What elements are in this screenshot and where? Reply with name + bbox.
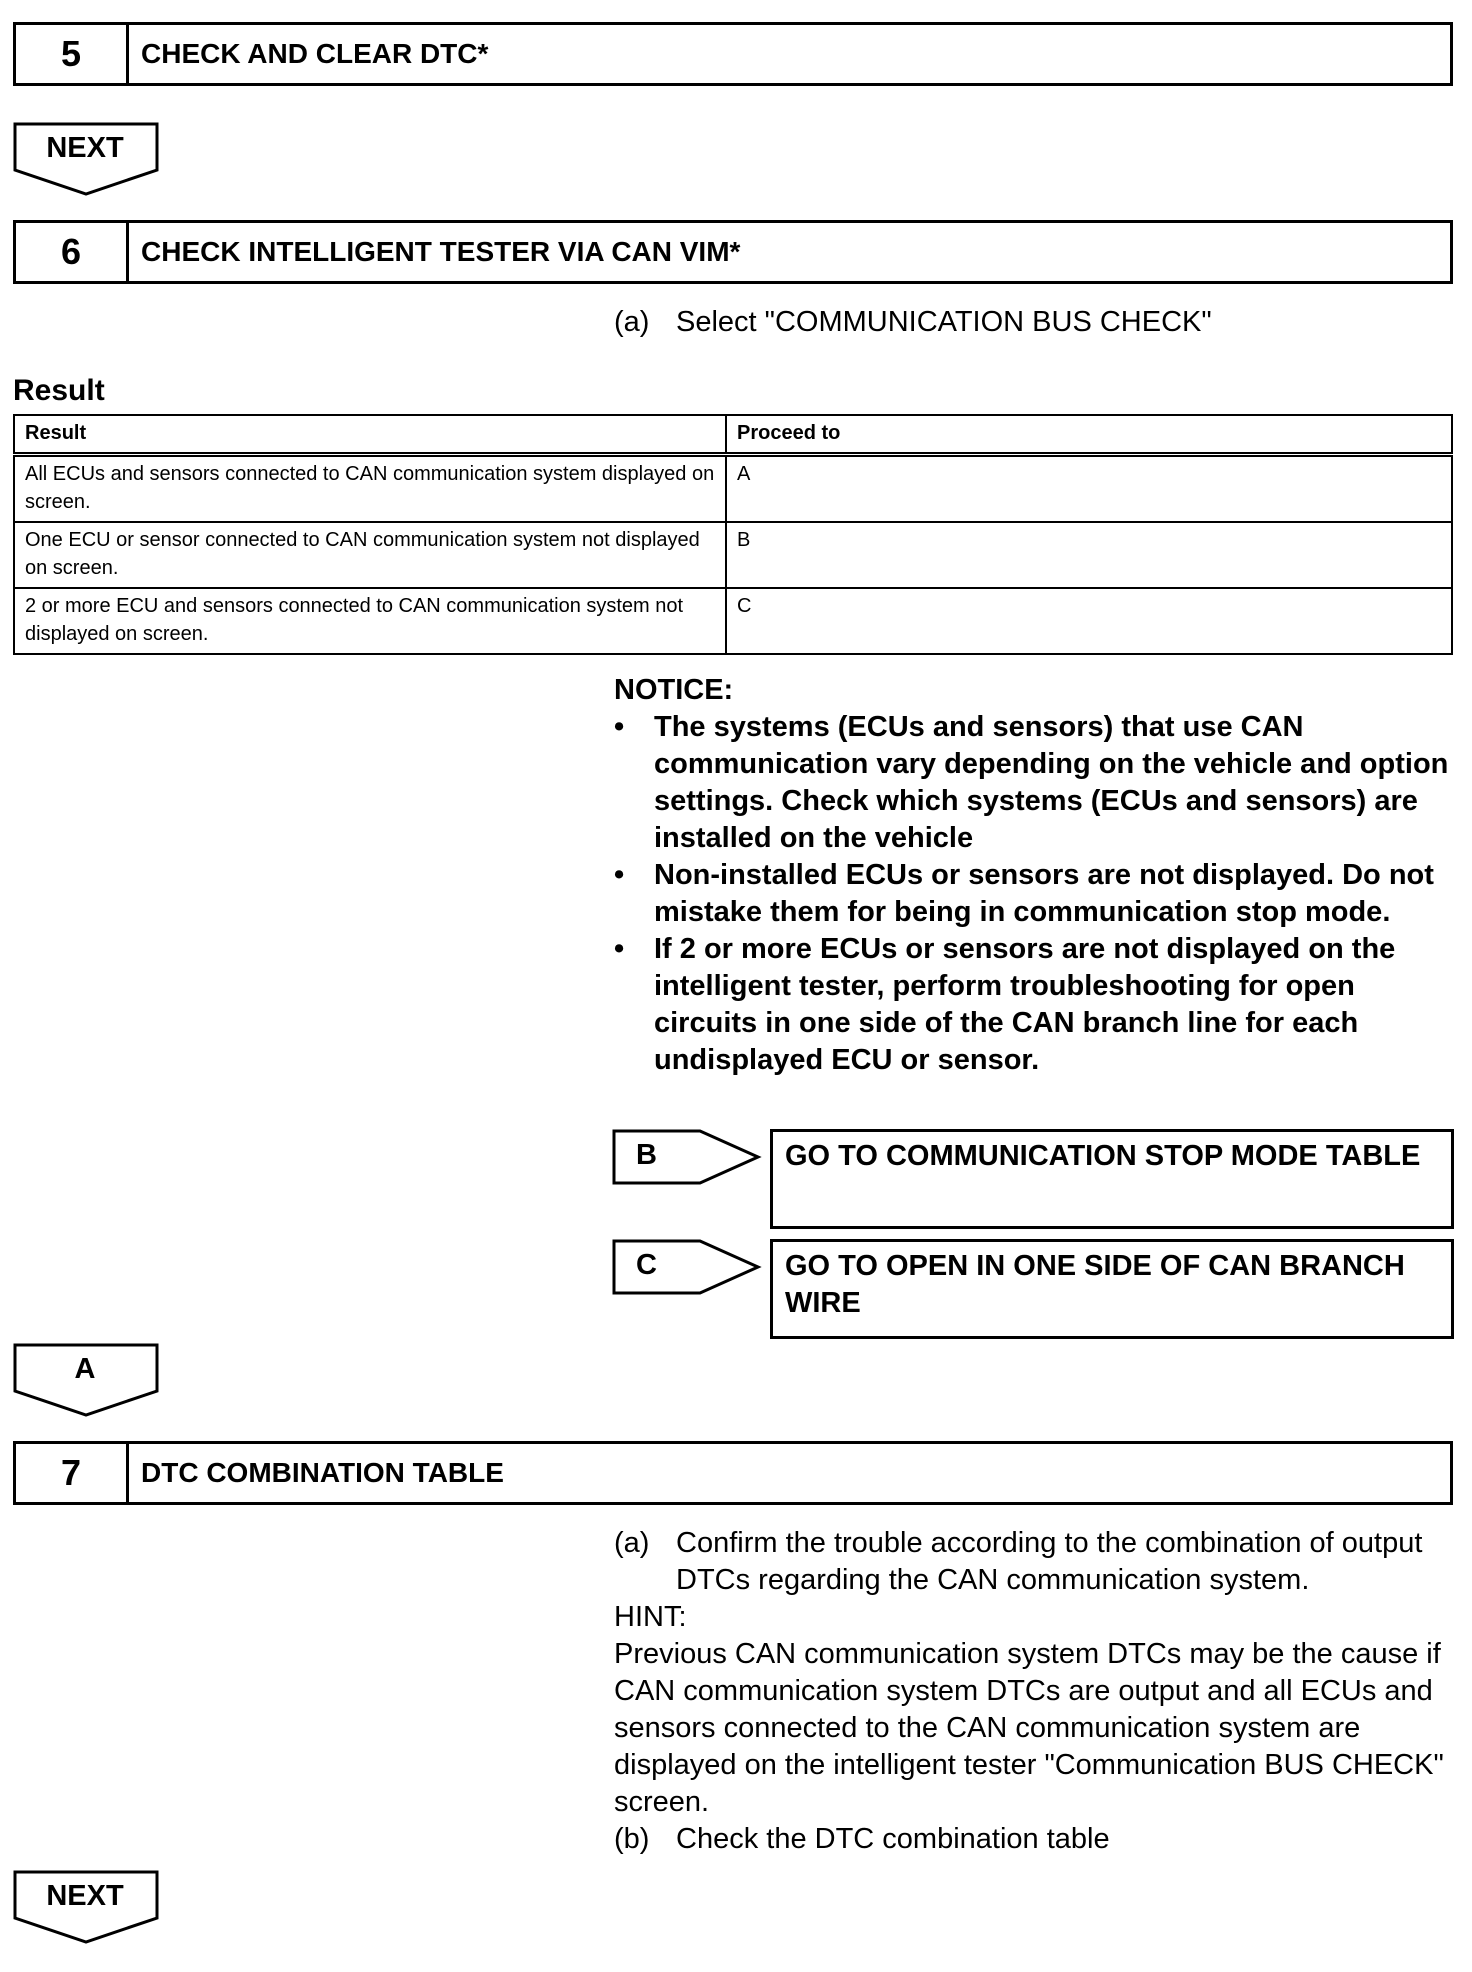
table-row: [14, 588, 1452, 654]
table-row: [14, 455, 1452, 523]
step-6-instruction: [614, 304, 1472, 341]
branch-label: A: [74, 1353, 96, 1385]
result-cell: All ECUs and sensors connected to CAN communication system displayed on screen.: [14, 455, 726, 523]
item-mark: (b): [614, 1823, 650, 1855]
item-text: Check the DTC combination table: [676, 1823, 1110, 1855]
right-arrow-tag-icon: [612, 1129, 762, 1189]
branch-label: C: [636, 1249, 657, 1281]
goto-box-communication-stop[interactable]: [770, 1129, 1454, 1229]
step-number: 5: [16, 25, 129, 83]
notice-text: Non-installed ECUs or sensors are not displayed. Do not mistake them for being in communication stop mode.: [654, 859, 1434, 928]
bullet-icon: •: [614, 711, 625, 743]
branch-a-button[interactable]: [13, 1343, 161, 1419]
step-title: CHECK INTELLIGENT TESTER VIA CAN VIM*: [141, 236, 741, 267]
notice-text: If 2 or more ECUs or sensors are not displayed on the intelligent tester, perform troubleshooting for open circuits in one side of the CAN branch line for each undisplayed ECU or sensor.: [654, 933, 1396, 1076]
next-button[interactable]: [13, 1870, 161, 1946]
branch-c-button[interactable]: [612, 1239, 762, 1299]
notice-list: [614, 709, 1454, 1079]
notice-block: [614, 672, 1454, 1079]
right-arrow-tag-icon: [612, 1239, 762, 1299]
result-cell: One ECU or sensor connected to CAN communication system not displayed on screen.: [14, 522, 726, 588]
table-row: [14, 522, 1452, 588]
step-7-item-a: [614, 1525, 1454, 1599]
notice-heading: NOTICE:: [614, 674, 734, 706]
next-button[interactable]: [13, 122, 161, 198]
notice-text: The systems (ECUs and sensors) that use CAN communication vary depending on the vehicle and option settings. Check which systems (ECUs and sensors) are installed on the vehicle: [654, 711, 1449, 854]
step-5-header: [13, 22, 1453, 86]
step-7-header: [13, 1441, 1453, 1505]
step-number: 6: [16, 223, 129, 281]
step-number: 7: [16, 1444, 129, 1502]
step-title: DTC COMBINATION TABLE: [141, 1457, 504, 1488]
branch-b-button[interactable]: [612, 1129, 762, 1189]
branch-label: B: [636, 1139, 657, 1171]
list-item: [614, 931, 1454, 1079]
bullet-icon: •: [614, 859, 625, 891]
next-label: NEXT: [46, 132, 124, 164]
goto-text: GO TO OPEN IN ONE SIDE OF CAN BRANCH WIRE: [785, 1250, 1405, 1319]
item-text: Confirm the trouble according to the combination of output DTCs regarding the CAN communication system.: [676, 1527, 1423, 1596]
table-header-row: [14, 415, 1452, 455]
step-title: CHECK AND CLEAR DTC*: [141, 38, 489, 69]
item-mark: (a): [614, 1527, 650, 1559]
instruction-mark: (a): [614, 306, 650, 338]
hint-label: HINT:: [614, 1601, 687, 1633]
goto-box-open-can-branch[interactable]: [770, 1239, 1454, 1339]
next-label: NEXT: [46, 1880, 124, 1912]
result-heading: Result: [13, 374, 105, 407]
proceed-cell: C: [726, 588, 1452, 654]
proceed-cell: A: [726, 455, 1452, 523]
step-7-body: [614, 1525, 1454, 1858]
step-6-header: [13, 220, 1453, 284]
step-7-item-b: [614, 1821, 1454, 1858]
result-table: [13, 414, 1453, 655]
bullet-icon: •: [614, 933, 625, 965]
goto-text: GO TO COMMUNICATION STOP MODE TABLE: [785, 1140, 1421, 1172]
list-item: [614, 709, 1454, 857]
column-header-proceed: Proceed to: [726, 415, 1452, 455]
instruction-text: Select "COMMUNICATION BUS CHECK": [676, 306, 1212, 338]
list-item: [614, 857, 1454, 931]
proceed-cell: B: [726, 522, 1452, 588]
hint-text: Previous CAN communication system DTCs may be the cause if CAN communication system DTCs are output and all ECUs and sensors connected to the CAN communication system are displayed on the intelligent tester "Communication BUS CHECK" screen.: [614, 1638, 1444, 1818]
column-header-result: Result: [14, 415, 726, 455]
result-cell: 2 or more ECU and sensors connected to CAN communication system not displayed on screen.: [14, 588, 726, 654]
